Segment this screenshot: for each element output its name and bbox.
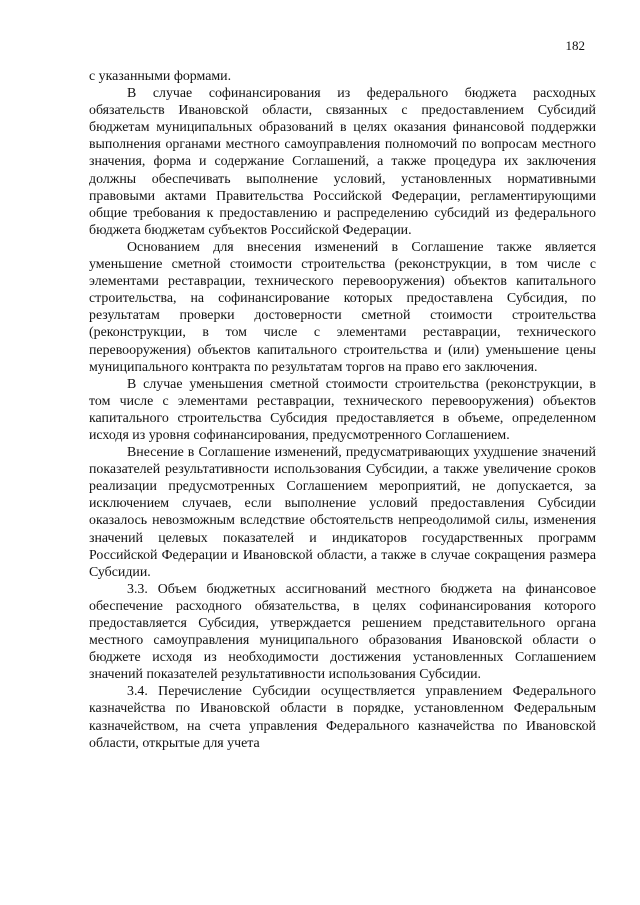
page-number: 182 bbox=[565, 38, 585, 53]
document-body bbox=[89, 68, 596, 752]
paragraph-3: Основанием для внесения изменений в Соглашение также является уменьшение сметной стоимости строительства (реконструкции, в том числе с элементами реставрации, технического перевооружения) объектов капитального строительства, на софинансирование которых предоставлена Субсидия, по результатам проверки достоверности сметной стоимости строительства (реконструкции, в том числе с элементами реставрации, технического перевооружения) объектов капитального строительства и (или) уменьшение цены муниципального контракта по результатам торгов на право его заключения. bbox=[89, 239, 596, 375]
paragraph-7: 3.4. Перечисление Субсидии осуществляется управлением Федерального казначейства по Ивановской области в порядке, установленном Федеральным казначейством, на счета управления Федерального казначейства по Ивановской области, открытые для учета bbox=[89, 684, 596, 751]
paragraph-2: В случае софинансирования из федерального бюджета расходных обязательств Ивановской области, связанных с предоставлением Субсидий бюджетам муниципальных образований в целях оказания финансовой поддержки выполнения органами местного самоуправления полномочий по вопросам местного значения, форма и содержание Соглашений, а также процедура их заключения должны обеспечивать выполнение условий, установленных нормативными правовыми актами Правительства Российской Федерации, регламентирующими общие требования к предоставлению и распределению субсидий из федерального бюджета бюджетам субъектов Российской Федерации. bbox=[89, 86, 596, 238]
paragraph-6: 3.3. Объем бюджетных ассигнований местного бюджета на финансовое обеспечение расходного обязательства, в целях софинансирования которого предоставляется Субсидия, утверждается решением представительного органа местного самоуправления муниципального образования Ивановской области о бюджете исходя из необходимости достижения установленных Соглашением значений показателей результативности использования Субсидии. bbox=[89, 581, 596, 683]
paragraph-5: Внесение в Соглашение изменений, предусматривающих ухудшение значений показателей результативности использования Субсидии, а также увеличение сроков реализации предусмотренных Соглашением мероприятий, не допускается, за исключением случаев, если выполнение условий предоставления Субсидии оказалось невозможным вследствие обстоятельств непреодолимой силы, изменения значений целевых показателей и индикаторов государственных программ Российской Федерации и Ивановской области, а также в случае сокращения размера Субсидии. bbox=[89, 445, 596, 580]
paragraph-1: с указанными формами. bbox=[89, 69, 232, 84]
paragraph-4: В случае уменьшения сметной стоимости строительства (реконструкции, в том числе с элементами реставрации, технического перевооружения) объектов капитального строительства Субсидия предоставляется в объеме, определенном исходя из уровня софинансирования, предусмотренного Соглашением. bbox=[89, 376, 596, 443]
